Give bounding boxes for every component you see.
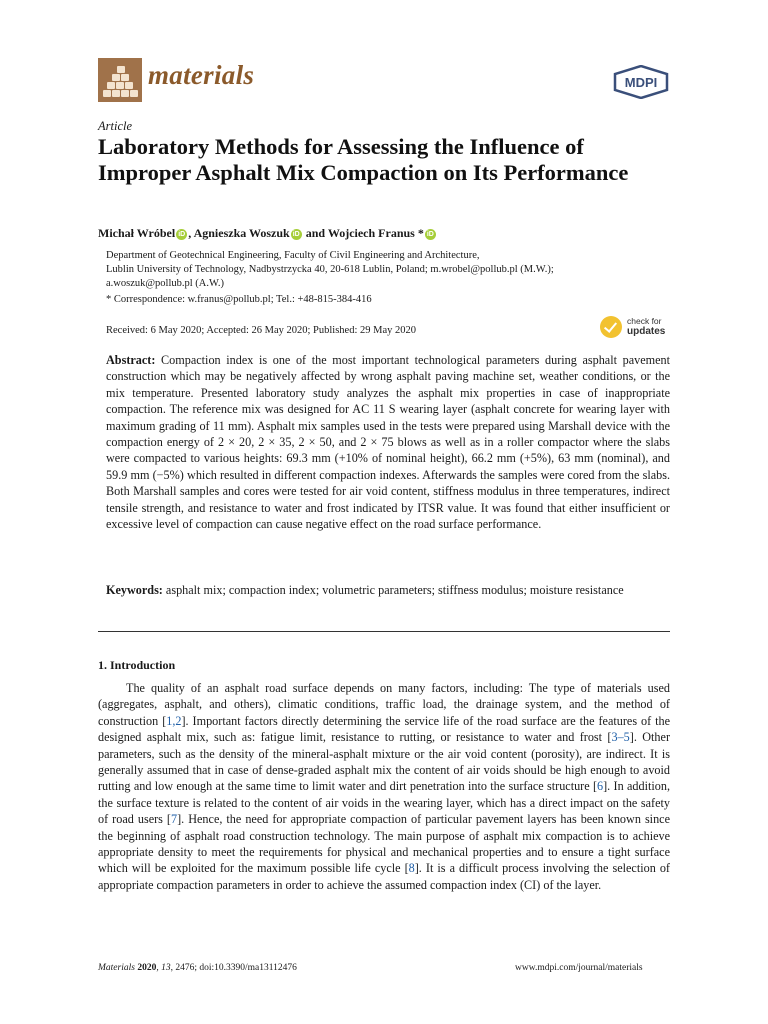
- materials-logo-icon: [98, 58, 142, 102]
- check-updates-line2: updates: [627, 326, 666, 337]
- publication-dates: Received: 6 May 2020; Accepted: 26 May 2020; Published: 29 May 2020: [106, 325, 416, 336]
- abstract-text: Compaction index is one of the most important technological parameters during asphalt pavement construction which may be negatively affected by wrong asphalt paving machine set, weather conditions, or the mix temperature. Presented laboratory study analyzes the asphalt mix properties in case of inappropriate compaction. The reference mix was designed for AC 11 S wearing layer (asphalt concrete for wearing layer with maximum grading of 11 mm). Asphalt mix samples used in the tests were prepared using Marshall device with the compaction energy of 2 × 20, 2 × 35, 2 × 50, and 2 × 75 blows as well as in a roller compactor where the slabs were compacted to various heights: 69.3 mm (+10% of nominal height), 66.2 mm (+5%), 63 mm (nominal), and 59.9 mm (−5%) which resulted in different compaction indexes. Afterwards the samples were cored from the slabs. Both Marshall samples and cores were tested for air void content, stiffness modulus in three temperatures, indirect tensile strength, and resistance to water and frost indicated by ITSR value. It was found that either insufficient or excessive level of compaction can cause negative effect on the road surface performance.: [106, 353, 670, 532]
- section-heading: 1. Introduction: [98, 658, 176, 672]
- footer-volume: , 13: [156, 963, 171, 973]
- checkmark-icon: [600, 316, 622, 338]
- footer-url[interactable]: www.mdpi.com/journal/materials: [515, 963, 643, 973]
- orcid-icon[interactable]: iD: [426, 231, 434, 238]
- intro-text: ]. Hence, the need for appropriate compaction of particular pavement layers has been known since the beginning of asphalt road construction technology. The main purpose of asphalt mix compaction is to achieve appropriate density to meet the requirements for physical and mechanical properties and to ensure a tight surface which will be exploited for the maximum possible life cycle [: [98, 812, 670, 876]
- citation-link[interactable]: 1,2: [166, 713, 182, 728]
- citation-link[interactable]: 6: [597, 779, 604, 794]
- intro-text: The quality of an asphalt road surface depends on many factors, including: The type of materials used (aggregates, asphalt, and others), climatic conditions, traffic load, the drainage system, and the method of construction [: [98, 681, 670, 728]
- check-updates-line1: check for: [627, 316, 662, 326]
- citation-link[interactable]: 3–5: [611, 730, 630, 745]
- publisher-name: MDPI: [624, 75, 658, 90]
- keywords-text: asphalt mix; compaction index; volumetric parameters; stiffness modulus; moisture resistance: [162, 583, 624, 597]
- intro-text: ]. It is a difficult process involving the selection of appropriate compaction parameters in order to achieve the assumed compaction index (CI) of the layer.: [98, 861, 670, 892]
- affiliation-line: a.woszuk@pollub.pl (A.W.): [106, 278, 225, 290]
- footer-doi: , 2476; doi:10.3390/ma13112476: [170, 963, 297, 973]
- orcid-icon[interactable]: iD: [178, 231, 186, 238]
- intro-paragraph: [98, 680, 670, 893]
- footer-citation: [98, 963, 297, 973]
- author-name[interactable]: Michał Wróbel: [98, 226, 176, 240]
- keywords-label: Keywords:: [106, 583, 163, 597]
- footer-year: 2020: [134, 963, 157, 973]
- intro-text: ]. Important factors directly determining the service life of the road surface are the features of the designed asphalt mix, such as: fatigue limit, resistance to rutting, or resistance to water and frost [: [98, 713, 670, 745]
- intro-text: ]. In addition, the surface texture is related to the content of air voids in the wearing layer, which has a direct impact on the safety of road users [: [98, 779, 671, 827]
- check-for-updates-button[interactable]: [600, 316, 674, 340]
- mdpi-logo-icon: [612, 65, 670, 99]
- author-separator: ,: [188, 226, 194, 240]
- author-name[interactable]: Wojciech Franus *: [327, 226, 424, 240]
- footer-journal: Materials: [98, 963, 135, 973]
- journal-name: materials: [148, 60, 255, 90]
- keywords: [106, 582, 670, 598]
- abstract-label: Abstract:: [106, 353, 156, 367]
- article-title: Laboratory Methods for Assessing the Influence of Improper Asphalt Mix Compaction on Its Performance: [98, 134, 629, 185]
- correspondence-line: * Correspondence: w.franus@pollub.pl; Tel.: +48-815-384-416: [106, 293, 372, 305]
- author-name[interactable]: Agnieszka Woszuk: [193, 226, 290, 240]
- citation-link[interactable]: 7: [171, 812, 178, 827]
- intro-text: ]. Other parameters, such as the density of the mineral-asphalt mixture or the air void content (porosity), are indirect. It is generally assumed that in case of dense-graded asphalt mix the content of air voids should be high enough to avoid rutting and low enough at the same time to limit water and dirt penetration into the surface structure [: [98, 730, 670, 794]
- affiliations: [106, 249, 554, 307]
- affiliation-line: Lublin University of Technology, Nadbystrzycka 40, 20-618 Lublin, Poland; m.wrobel@pollub.pl (M.W.);: [106, 264, 554, 276]
- author-list: [98, 226, 437, 241]
- affiliation-line: Department of Geotechnical Engineering, Faculty of Civil Engineering and Architecture,: [106, 250, 480, 261]
- author-separator: and: [302, 226, 328, 240]
- citation-link[interactable]: 8: [408, 861, 415, 876]
- section-divider: [98, 631, 670, 632]
- abstract: [106, 352, 670, 532]
- article-type: Article: [98, 119, 133, 133]
- orcid-icon[interactable]: iD: [292, 231, 300, 238]
